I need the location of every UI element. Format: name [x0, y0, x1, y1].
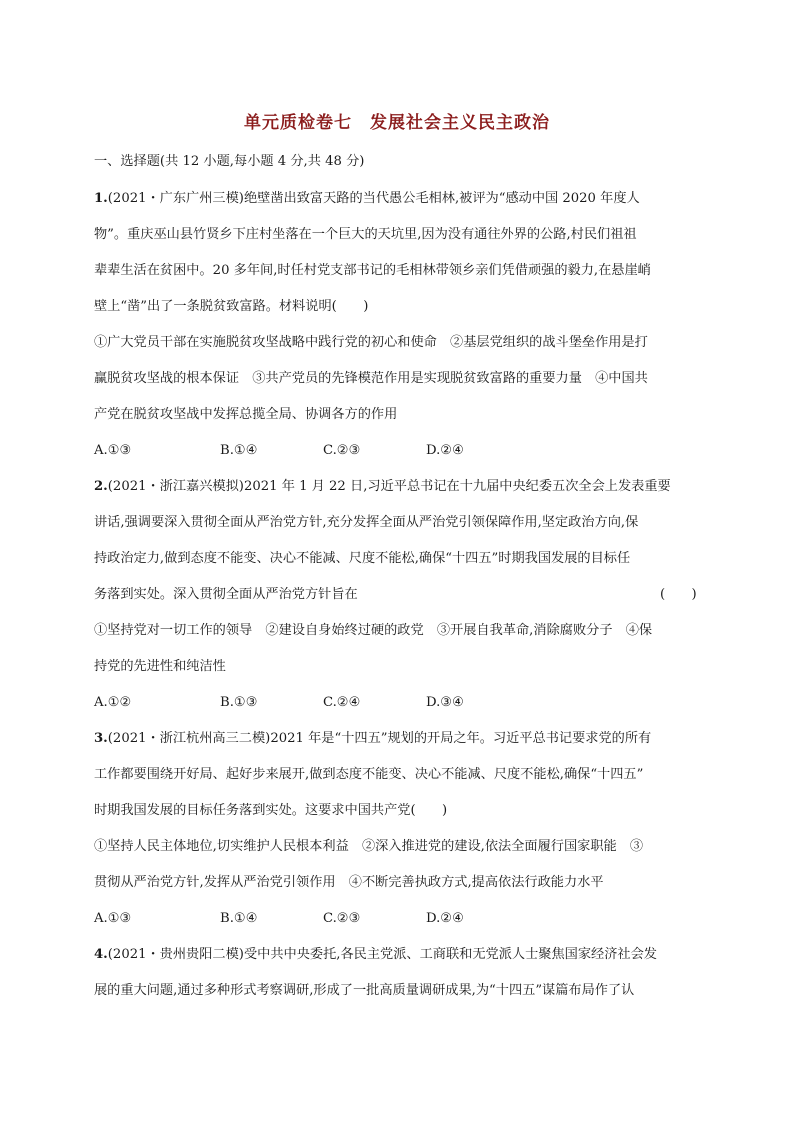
- question-1-stem-line: [94, 189, 640, 209]
- section-heading: 一、选择题(共 12 小题,每小题 4 分,共 48 分): [94, 154, 365, 169]
- question-text: (2021・贵州贵阳二模)受中共中央委托,各民主党派、工商联和无党派人士聚焦国家经济社会发: [107, 947, 657, 962]
- document-title: 单元质检卷七 发展社会主义民主政治: [244, 113, 550, 133]
- option-c[interactable]: C.②③: [323, 911, 361, 926]
- question-4-stem-line: [94, 945, 657, 965]
- question-2-statement-line: 持党的先进性和纯洁性: [94, 659, 226, 674]
- question-2-options: [94, 693, 714, 713]
- option-b[interactable]: B.①③: [220, 695, 258, 710]
- question-2-stem-line: 务落到实处。深入贯彻全面从严治党方针旨在: [94, 587, 358, 602]
- question-1-stem-line: 辈辈生活在贫困中。20 多年间,时任村党支部书记的毛相林带领乡亲们凭借顽强的毅力,在悬崖峭: [94, 263, 651, 278]
- question-number: 2.: [94, 479, 108, 494]
- option-d[interactable]: D.②④: [426, 911, 464, 926]
- question-1-options: [94, 441, 714, 461]
- question-3-stem-line: 时期我国发展的目标任务落到实处。这要求中国共产党( ): [94, 803, 448, 818]
- answer-blank: ( ): [660, 587, 697, 602]
- question-1-statement-line: 产党在脱贫攻坚战中发挥总揽全局、协调各方的作用: [94, 407, 398, 422]
- question-1-statement-line: 赢脱贫攻坚战的根本保证 ③共产党员的先锋模范作用是实现脱贫致富路的重要力量 ④中国共: [94, 371, 648, 386]
- option-d[interactable]: D.②④: [426, 443, 464, 458]
- option-a[interactable]: A.①③: [94, 911, 132, 926]
- option-c[interactable]: C.②④: [323, 695, 361, 710]
- option-b[interactable]: B.①④: [220, 443, 258, 458]
- question-text: (2021・浙江嘉兴模拟)2021 年 1 月 22 日,习近平总书记在十九届中央纪委五次全会上发表重要: [107, 479, 671, 494]
- question-1-stem-line: 物”。重庆巫山县竹贤乡下庄村坐落在一个巨大的天坑里,因为没有通往外界的公路,村民们祖祖: [94, 227, 637, 242]
- question-2-stem-line: 持政治定力,做到态度不能变、决心不能减、尺度不能松,确保“十四五”时期我国发展的目标任: [94, 551, 631, 566]
- question-3-stem-line: [94, 729, 651, 749]
- option-d[interactable]: D.③④: [426, 695, 464, 710]
- option-a[interactable]: A.①③: [94, 443, 132, 458]
- question-2-stem-line: 讲话,强调要深入贯彻全面从严治党方针,充分发挥全面从严治党引领保障作用,坚定政治方向,保: [94, 515, 639, 530]
- question-3-statement-line: 贯彻从严治党方针,发挥从严治党引领作用 ④不断完善执政方式,提高依法行政能力水平: [94, 875, 604, 890]
- question-text: (2021・浙江杭州高三二模)2021 年是“十四五”规划的开局之年。习近平总书记要求党的所有: [107, 731, 652, 746]
- question-1-stem-line: 壁上“凿”出了一条脱贫致富路。材料说明( ): [94, 299, 369, 314]
- question-2-stem-line: [94, 477, 671, 497]
- question-3-stem-line: 工作都要围绕开好局、起好步来展开,做到态度不能变、决心不能减、尺度不能松,确保“十四五”: [94, 767, 644, 782]
- option-c[interactable]: C.②③: [323, 443, 361, 458]
- question-1-statement-line: ①广大党员干部在实施脱贫攻坚战略中践行党的初心和使命 ②基层党组织的战斗堡垒作用是打: [94, 335, 648, 350]
- question-2-statement-line: ①坚持党对一切工作的领导 ②建设自身始终过硬的政党 ③开展自我革命,消除腐败分子 ④保: [94, 623, 653, 638]
- question-number: 4.: [94, 947, 108, 962]
- option-a[interactable]: A.①②: [94, 695, 132, 710]
- question-text: (2021・广东广州三模)绝壁凿出致富天路的当代愚公毛相林,被评为“感动中国 2020 年度人: [107, 191, 640, 206]
- question-3-statement-line: ①坚持人民主体地位,切实维护人民根本利益 ②深入推进党的建设,依法全面履行国家职能 ③: [94, 839, 644, 854]
- option-b[interactable]: B.①④: [220, 911, 258, 926]
- question-4-stem-line: 展的重大问题,通过多种形式考察调研,形成了一批高质量调研成果,为“十四五”谋篇布局作了认: [94, 983, 635, 998]
- question-number: 3.: [94, 731, 108, 746]
- question-3-options: [94, 909, 714, 929]
- question-number: 1.: [94, 191, 108, 206]
